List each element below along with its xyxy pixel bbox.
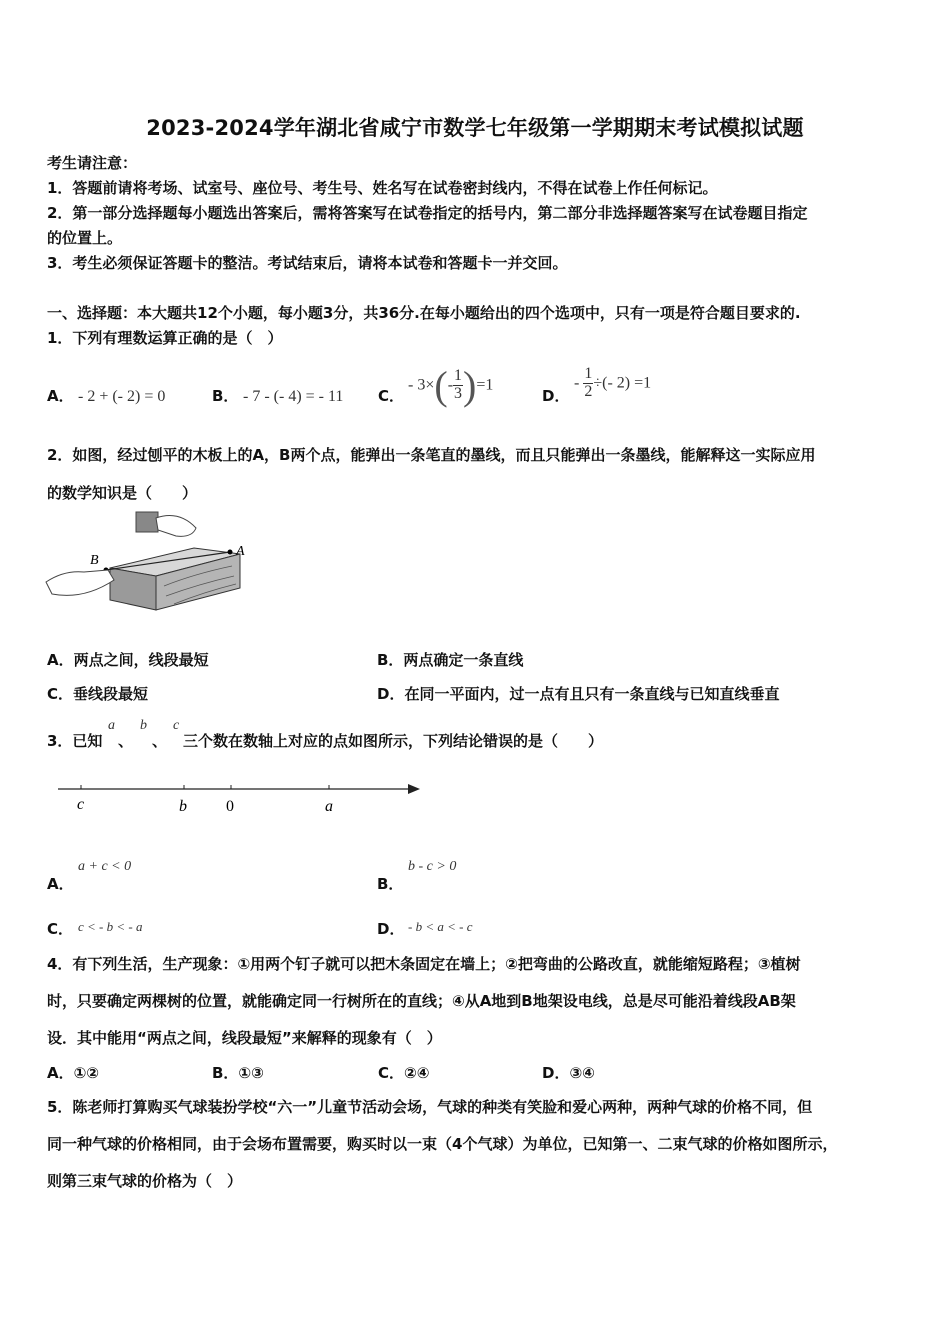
q3-option-d-expr: - b < a < - c [408,919,473,934]
hand-top [156,516,196,537]
question-4-stem-end: 设．其中能用“两点之间，线段最短”来解释的现象有（ ） [47,1029,442,1047]
question-5-stem: 5．陈老师打算购买气球装扮学校“六一”儿童节活动会场，气球的种类有笑脸和爱心两种，两种气球的价格不同，但 [47,1098,813,1116]
q2-option-c: C．垂线段最短 [47,685,149,703]
q1-option-b-expr: - 7 - (- 4) = - 11 [243,388,344,405]
point-a [228,550,233,555]
notice-item: 3．考生必须保证答题卡的整洁。考试结束后，请将本试卷和答题卡一并交回。 [47,254,568,272]
q2-figure-board [44,508,254,618]
axis-label-a: a [325,798,333,815]
q3-var-b: b [140,718,147,733]
q1-option-c-expr: - 3×(- $\frac{1}{3}$ )=1 [408,363,494,408]
q3-option-a-label: A． [47,875,74,893]
q2-option-a: A．两点之间，线段最短 [47,651,209,669]
q3-option-a-expr: a + c < 0 [78,859,132,874]
q3-option-b-label: B． [377,875,404,893]
notice-item: 1．答题前请将考场、试室号、座位号、考生号、姓名写在试卷密封线内，不得在试卷上作任何标记。 [47,179,718,197]
q1-option-a-expr: - 2 + (- 2) = 0 [78,388,166,405]
question-1-stem: 1．下列有理数运算正确的是（ ） [47,329,283,347]
q3-var-a: a [108,718,115,733]
axis-label-b: b [179,798,187,815]
notice-item: 2．第一部分选择题每小题选出答案后，需将答案写在试卷指定的括号内，第二部分非选择题答案写在试卷题目指定 [47,204,808,222]
question-5-stem-end: 则第三束气球的价格为（ ） [47,1172,243,1190]
axis-label-0: 0 [226,798,234,815]
hand-left [46,570,114,595]
q1-d-fraction: $\frac{1}{2}$ [584,365,593,400]
q1-c-result: =1 [476,376,494,394]
ink-box-top [136,512,158,532]
question-2-stem-cont: 的数学知识是（ ） [47,484,198,502]
q2-option-d: D．在同一平面内，过一点有且只有一条直线与已知直线垂直 [377,685,780,703]
axis-label-c: c [77,796,85,813]
q3-sep-2: 、 [152,732,168,750]
label-b: B [90,553,99,568]
q3-var-c: c [173,718,180,733]
q4-option-d: D．③④ [542,1064,595,1082]
q3-option-c-expr: c < - b < - a [78,919,143,934]
q1-c-sign: - [447,376,454,394]
q1-option-d-label: D． [542,387,570,405]
question-3-stem-pre: 3．已知 [47,732,103,750]
q4-option-c: C．②④ [378,1064,430,1082]
section-heading: 一、选择题：本大题共12个小题，每小题3分，共36分.在每小题给出的四个选项中，只有一项是符合题目要求的. [47,304,801,322]
q3-option-d-label: D． [377,920,405,938]
q1-option-b-label: B． [212,387,239,405]
q1-c-prefix: - 3× [408,376,435,394]
q4-option-a: A．①② [47,1064,100,1082]
page-title: 2023-2024学年湖北省咸宁市数学七年级第一学期期末考试模拟试题 [146,116,804,140]
q3-option-b-expr: b - c > 0 [408,859,457,874]
question-3-stem-post: 三个数在数轴上对应的点如图所示，下列结论错误的是（ ） [183,732,604,750]
question-5-stem-cont: 同一种气球的价格相同，由于会场布置需要，购买时以一束（4个气球）为单位，已知第一、二束气球的价格如图所示， [47,1135,838,1153]
question-2-stem: 2．如图，经过刨平的木板上的A，B两个点，能弹出一条笔直的墨线，而且只能弹出一条墨线，能解释这一实际应用 [47,446,816,464]
board-front [110,568,156,610]
question-4-stem: 4．有下列生活，生产现象：①用两个钉子就可以把木条固定在墙上；②把弯曲的公路改直，就能缩短路程；③植树 [47,955,801,973]
notice-item: 的位置上。 [47,229,123,247]
q4-option-b: B．①③ [212,1064,264,1082]
q1-option-a-label: A． [47,387,74,405]
question-4-stem-cont: 时，只要确定两棵树的位置，就能确定同一行树所在的直线；④从A地到B地架设电线，总是尽可能沿着线段AB架 [47,992,796,1010]
number-line-arrow [408,784,420,794]
label-a: A [236,544,245,559]
q1-d-rest: ÷(- 2) =1 [593,374,652,392]
q1-option-c-label: C． [378,387,405,405]
notice-heading: 考生请注意： [47,154,138,172]
q3-sep-1: 、 [118,732,134,750]
q3-option-c-label: C． [47,920,74,938]
number-line [50,778,430,818]
q1-c-fraction: $\frac{1}{3}$ [454,367,463,402]
q2-option-b: B．两点确定一条直线 [377,651,524,669]
q1-d-sign: - [574,374,580,392]
q1-option-d-expr [574,366,651,410]
